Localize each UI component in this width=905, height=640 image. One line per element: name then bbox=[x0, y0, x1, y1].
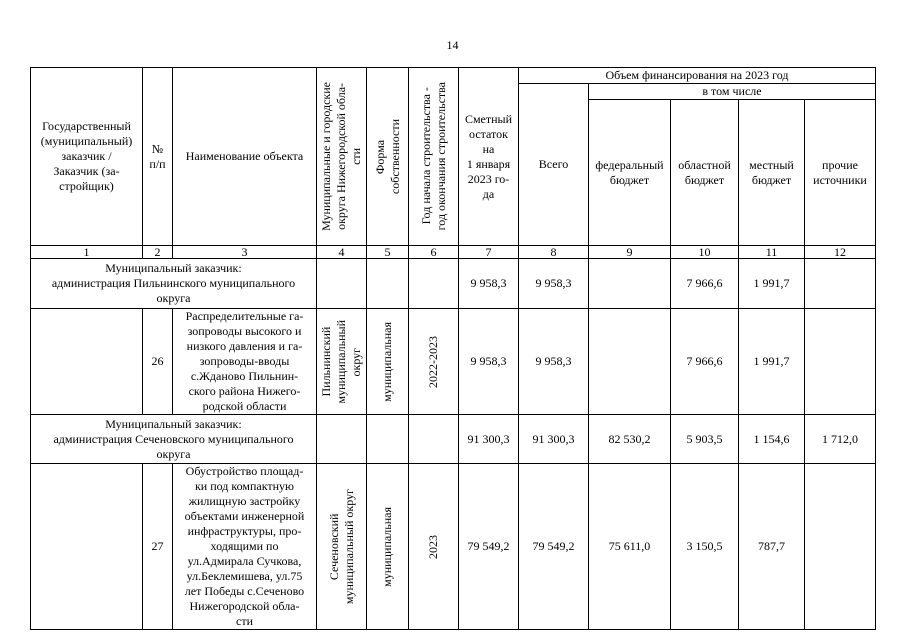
estimate-value: 91 300,3 bbox=[459, 415, 519, 464]
regional-value: 3 150,5 bbox=[671, 464, 739, 630]
table-row bbox=[31, 259, 876, 309]
regional-value: 7 966,6 bbox=[671, 259, 739, 309]
page-number: 14 bbox=[446, 38, 459, 52]
header-local: местный бюджет bbox=[739, 100, 805, 246]
municipality-value: Пильнинский муниципальный округ bbox=[319, 319, 363, 404]
total-value: 9 958,3 bbox=[519, 259, 589, 309]
col-index: 2 bbox=[143, 246, 173, 259]
col-index: 10 bbox=[671, 246, 739, 259]
col-index: 6 bbox=[409, 246, 459, 259]
col-index: 9 bbox=[589, 246, 671, 259]
empty-cell bbox=[367, 259, 409, 309]
empty-cell bbox=[409, 259, 459, 309]
table-row bbox=[31, 309, 876, 415]
header-federal: федеральный бюджет bbox=[589, 100, 671, 246]
header-other: прочие источники bbox=[805, 100, 876, 246]
federal-value bbox=[589, 259, 671, 309]
col-index: 11 bbox=[739, 246, 805, 259]
ownership-value: муниципальная bbox=[380, 506, 394, 587]
header-num: № п/п bbox=[143, 68, 173, 246]
empty-cell bbox=[409, 415, 459, 464]
empty-cell bbox=[317, 259, 367, 309]
empty-cell bbox=[317, 415, 367, 464]
local-value: 1 991,7 bbox=[739, 309, 805, 415]
empty-cell bbox=[31, 464, 143, 630]
object-name: Распределительные га- зопроводы высокого и низкого давления и га- зопроводы-вводы с.Жданово Пильнин- ского района Нижего- родской области bbox=[173, 309, 317, 415]
ownership-cell bbox=[367, 309, 409, 415]
local-value: 1 991,7 bbox=[739, 259, 805, 309]
ownership-cell bbox=[367, 464, 409, 630]
years-value: 2022-2023 bbox=[426, 335, 440, 388]
estimate-value: 79 549,2 bbox=[459, 464, 519, 630]
header-ownership-cell bbox=[367, 68, 409, 246]
row-number: 26 bbox=[143, 309, 173, 415]
header-total: Всего bbox=[519, 84, 589, 246]
header-name: Наименование объекта bbox=[173, 68, 317, 246]
other-value bbox=[805, 309, 876, 415]
header-regional: областной бюджет bbox=[671, 100, 739, 246]
municipality-cell bbox=[317, 309, 367, 415]
estimate-value: 9 958,3 bbox=[459, 309, 519, 415]
years-cell bbox=[409, 309, 459, 415]
header-years-cell bbox=[409, 68, 459, 246]
header-municipality: Муниципальные и городские округа Нижегородской обла- сти bbox=[319, 82, 363, 231]
other-value: 1 712,0 bbox=[805, 415, 876, 464]
other-value bbox=[805, 259, 876, 309]
header-estimate: Сметный остаток на 1 января 2023 го- да bbox=[459, 68, 519, 246]
customer-name: Муниципальный заказчик: администрация Пильнинского муниципального округа bbox=[31, 259, 317, 309]
federal-value bbox=[589, 309, 671, 415]
estimate-value: 9 958,3 bbox=[459, 259, 519, 309]
col-index: 12 bbox=[805, 246, 876, 259]
total-value: 91 300,3 bbox=[519, 415, 589, 464]
local-value: 1 154,6 bbox=[739, 415, 805, 464]
ownership-value: муниципальная bbox=[380, 321, 394, 402]
col-index: 3 bbox=[173, 246, 317, 259]
years-value: 2023 bbox=[426, 534, 440, 559]
header-row-1 bbox=[31, 68, 876, 84]
col-index: 8 bbox=[519, 246, 589, 259]
header-funding-title: Объем финансирования на 2023 год bbox=[519, 68, 876, 84]
header-incl: в том числе bbox=[589, 84, 876, 100]
empty-cell bbox=[31, 309, 143, 415]
total-value: 79 549,2 bbox=[519, 464, 589, 630]
row-number: 27 bbox=[143, 464, 173, 630]
financing-table bbox=[30, 67, 876, 630]
federal-value: 75 611,0 bbox=[589, 464, 671, 630]
col-index: 1 bbox=[31, 246, 143, 259]
header-customer: Государственный (муниципальный) заказчик / Заказчик (за- стройщик) bbox=[31, 68, 143, 246]
col-index: 7 bbox=[459, 246, 519, 259]
column-index-row bbox=[31, 246, 876, 259]
regional-value: 5 903,5 bbox=[671, 415, 739, 464]
customer-name: Муниципальный заказчик: администрация Сеченовского муниципального округа bbox=[31, 415, 317, 464]
header-years: Год начала строительства - год окончания строительства bbox=[418, 82, 448, 231]
other-value bbox=[805, 464, 876, 630]
table-row bbox=[31, 415, 876, 464]
municipality-cell bbox=[317, 464, 367, 630]
regional-value: 7 966,6 bbox=[671, 309, 739, 415]
federal-value: 82 530,2 bbox=[589, 415, 671, 464]
empty-cell bbox=[367, 415, 409, 464]
total-value: 9 958,3 bbox=[519, 309, 589, 415]
years-cell bbox=[409, 464, 459, 630]
table-row bbox=[31, 464, 876, 630]
local-value: 787,7 bbox=[739, 464, 805, 630]
col-index: 5 bbox=[367, 246, 409, 259]
header-ownership: Форма собственности bbox=[372, 118, 402, 195]
municipality-value: Сеченовский муниципальный округ bbox=[326, 488, 356, 605]
col-index: 4 bbox=[317, 246, 367, 259]
object-name: Обустройство площад- ки под компактную жилищную застройку объектами инженерной инфраструктуры, про- ходящими по ул.Адмирала Сучкова, ул.Беклемишева, ул.75 лет Победы с.Сеченово Нижегородской обла- сти bbox=[173, 464, 317, 630]
header-municipality-cell bbox=[317, 68, 367, 246]
